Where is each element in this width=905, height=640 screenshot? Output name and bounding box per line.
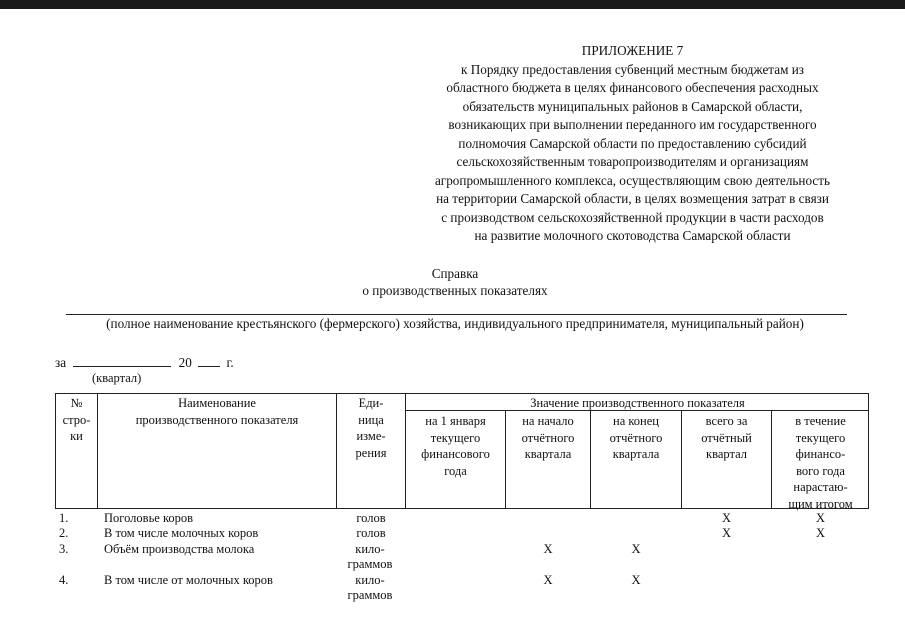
header-text: текущего [795, 430, 846, 445]
row-unit: кило- [355, 573, 385, 587]
period-line [55, 354, 234, 371]
entity-caption: (полное наименование крестьянского (фермерского) хозяйства, индивидуального предпринимателя, муниципальный район) [106, 316, 804, 331]
row-mark: X [721, 526, 732, 540]
header-text: всего за [705, 414, 748, 428]
header-text: на 1 января [425, 414, 486, 428]
header-text: финансо- [795, 447, 846, 461]
header-col-jan1 [406, 413, 505, 479]
header-text: на начало [522, 414, 574, 428]
quarter-blank[interactable] [73, 354, 171, 367]
appendix-title: ПРИЛОЖЕНИЕ 7 [581, 43, 684, 58]
header-text: вого года [796, 463, 845, 478]
row-number: 2. [59, 526, 69, 540]
scan-top-border [0, 0, 905, 9]
row-unit: граммов [347, 557, 393, 571]
year-blank[interactable] [198, 354, 220, 367]
quarter-caption: (квартал) [92, 371, 142, 385]
header-text: отчётного [609, 430, 663, 445]
row-number: 4. [59, 573, 69, 587]
header-value-group: Значение производственного показателя [530, 396, 745, 410]
appendix-line: полномочия Самарской области по предоставлению субсидий [458, 135, 807, 151]
header-text: производственного показателя [135, 412, 299, 427]
appendix-header [380, 42, 885, 246]
header-text: нарастаю- [793, 480, 848, 494]
row-mark: X [721, 511, 732, 525]
row-unit: граммов [347, 588, 393, 602]
header-col-quarter-total [682, 413, 771, 463]
header-text: квартал [706, 447, 747, 461]
row-mark: X [631, 542, 641, 556]
header-col-quarter-start [506, 413, 590, 463]
row-indicator-name: В том числе молочных коров [104, 526, 259, 540]
year-prefix: 20 [178, 355, 192, 370]
appendix-line: областного бюджета в целях финансового обеспечения расходных [446, 80, 819, 95]
header-text: отчётного [521, 430, 575, 445]
header-text: ница [358, 412, 384, 427]
appendix-line: сельскохозяйственным товаропроизводителям и организациям [456, 154, 809, 169]
appendix-line: с производством сельскохозяйственной продукции в части расходов [441, 209, 824, 225]
reference-subheading: о производственных показателях [362, 283, 548, 298]
header-text: квартала [612, 447, 660, 461]
header-text: текущего [430, 430, 481, 445]
reference-title [300, 265, 610, 299]
header-name [98, 395, 336, 428]
header-text: № [70, 396, 83, 410]
year-suffix: г. [226, 355, 234, 370]
header-text: ки [70, 429, 83, 443]
header-text: стро- [62, 412, 91, 427]
row-unit: голов [356, 511, 386, 525]
row-unit: голов [356, 526, 386, 540]
header-text: щим итогом [788, 496, 853, 511]
header-text: рения [355, 445, 387, 460]
row-indicator-name: Объём производства молока [104, 542, 255, 556]
entity-name-line[interactable] [66, 314, 847, 315]
row-mark: X [815, 511, 826, 525]
row-number: 1. [59, 511, 69, 525]
appendix-line: агропромышленного комплекса, осуществляющим свою деятельность [434, 172, 831, 188]
row-mark: X [543, 573, 553, 587]
header-text: финансового [421, 447, 490, 461]
header-text: в течение [795, 414, 846, 428]
header-col-quarter-end [591, 413, 681, 463]
row-indicator-name: В том числе от молочных коров [104, 573, 273, 587]
header-col-ytd [772, 413, 869, 512]
appendix-line: к Порядку предоставления субвенций местным бюджетам из [461, 61, 804, 77]
appendix-line: на развитие молочного скотоводства Самарской области [474, 228, 791, 243]
header-text: отчётный [701, 430, 752, 445]
row-unit: кило- [355, 542, 385, 556]
reference-heading: Справка [431, 266, 479, 281]
row-mark: X [815, 526, 826, 540]
header-text: Наименование [178, 396, 256, 410]
header-text: года [444, 463, 467, 478]
period-prefix: за [55, 355, 67, 370]
row-number: 3. [59, 542, 69, 556]
appendix-line: возникающих при выполнении переданного им государственного [448, 117, 817, 132]
row-mark: X [543, 542, 553, 556]
header-text: квартала [524, 447, 572, 461]
header-text: Еди- [358, 396, 384, 410]
row-indicator-name: Поголовье коров [104, 511, 194, 525]
header-num [56, 395, 97, 445]
row-mark: X [631, 573, 641, 587]
appendix-line: обязательств муниципальных районов в Самарской области, [462, 98, 803, 114]
appendix-line: на территории Самарской области, в целях возмещения затрат в связи [436, 191, 829, 206]
header-text: изме- [356, 429, 386, 443]
header-unit [337, 395, 405, 461]
header-text: на конец [613, 414, 659, 428]
